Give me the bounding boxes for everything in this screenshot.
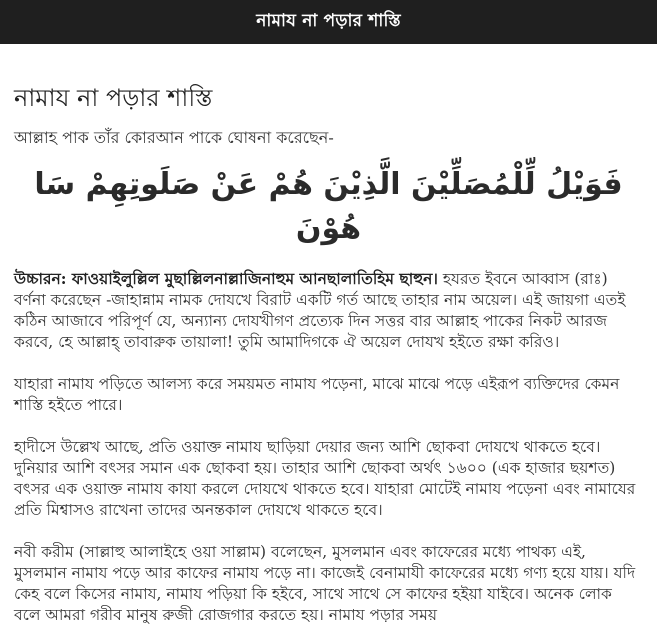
article-content: [0, 84, 657, 626]
header-title: নামায না পড়ার শাস্তি: [256, 11, 401, 31]
paragraph-1: [14, 268, 643, 353]
intro-text: আল্লাহ পাক তাঁর কোরআন পাকে ঘোষনা করেছেন-: [14, 127, 334, 147]
paragraph-3: হাদীসে উল্লেখ আছে, প্রতি ওয়াক্ত নামায ছাড়িয়া দেয়ার জন্য আশি ছোকবা দোযখে থাকতে হবে। দুনিয়ার আশি বৎসর সমান এক ছোকবা হয়। তাহার আশি ছোকবা অর্থৎ ১৬০০ (এক হাজার ছয়শত) বৎসর এক ওয়াক্ত নামায কাযা করলে দোযখে থাকতে হবে। যাহারা মোটেই নামায পড়েনা এবং নামাযের প্রতি মিশ্বাসও রাখেনা তাদের অনন্তকাল দোযখে থাকতে হবে।: [14, 438, 636, 520]
arabic-verse: فَوَيْلُ لِّلْمُصَلِّيْنَ الَّذِيْنَ هُمْ عَنْ صَلَوتِهِمْ سَا هُوْنَ: [34, 167, 623, 246]
paragraph-2: যাহারা নামায পড়িতে আলস্য করে সময়মত নামায পড়েনা, মাঝে মাঝে পড়ে এইরূপ ব্যক্তিদের কেমন শাস্তি হইতে পারে।: [14, 375, 620, 415]
app-header-bar: [0, 0, 657, 44]
page-title: নামায না পড়ার শাস্তি: [14, 84, 213, 112]
paragraph-1-text: হযরত ইবনে আব্বাস (রাঃ) বর্ণনা করেছেন -জাহান্নাম নামক দোযখে বিরাট একটি গর্ত আছে তাহার নাম অয়েল। এই জায়গা এতই কঠিন আজাবে পরিপূর্ণ যে, অন্যান্য দোযখীগণ প্রত্যেক দিন সত্তর বার আল্লাহ পাকের নিকট আরজ করবে, হে আল্লাহ্ তাবারুক তায়ালা! তুমি আমাদিগকে ঐ অয়েল দোযখ হইতে রক্ষা করিও।: [14, 270, 626, 352]
paragraph-4: নবী করীম (সাল্লাহু আলাইহে ওয়া সাল্লাম) বলেছেন, মুসলমান এবং কাফেরের মধ্যে পাথক্য এই, মুসলমান নামায পড়ে আর কাফের নামায পড়ে না। কাজেই বেনামাযী কাফেরের মধ্যে গণ্য হয়ে যায়। যদি কেহ বলে কিসের নামায, নামায পড়িয়া কি হইবে, সাথে সাথে সে কাফের হইয়া যাইবে। অনেক লোক বলে আমরা গরীব মানুষ রুজী রোজগার করতে হয়। নামায পড়ার সময়: [14, 543, 636, 625]
pronunciation-label: উচ্চারন: ফাওয়াইলুল্লিল মুছাল্লিলনাল্লাজিনাহুম আনছালাতিহিম ছাহুন।: [14, 269, 438, 289]
